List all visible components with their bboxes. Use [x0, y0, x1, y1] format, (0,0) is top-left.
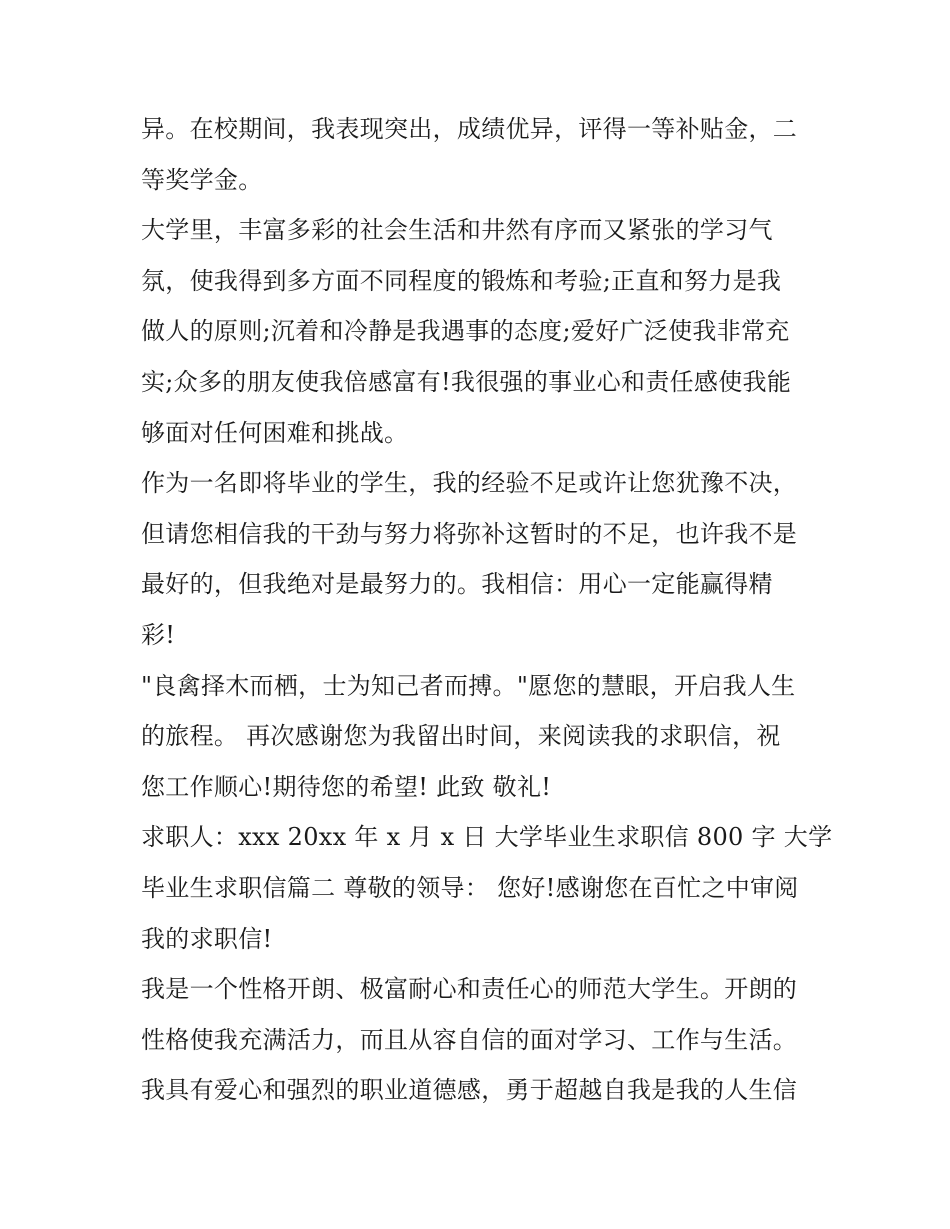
text-line: 作为一名即将毕业的学生，我的经验不足或许让您犹豫不决，	[141, 469, 798, 498]
text-line: 的旅程。 再次感谢您为我留出时间，来阅读我的求职信，祝	[141, 722, 781, 751]
text-line: 够面对任何困难和挑战。	[141, 418, 409, 447]
text-line: 毕业生求职信篇二 尊敬的领导： 您好!感谢您在百忙之中审阅	[141, 873, 799, 902]
text-line: 性格使我充满活力，而且从容自信的面对学习、工作与生活。	[141, 1025, 798, 1054]
text-line: 我具有爱心和强烈的职业道德感，勇于超越自我是我的人生信	[141, 1076, 798, 1105]
text-line: 等奖学金。	[141, 165, 263, 194]
document-body	[141, 104, 833, 1116]
text-line: 我是一个性格开朗、极富耐心和责任心的师范大学生。开朗的	[141, 975, 798, 1004]
text-line: "良禽择木而栖，士为知己者而搏。"愿您的慧眼，开启我人生	[141, 671, 796, 700]
text-line: 做人的原则;沉着和冷静是我遇事的态度;爱好广泛使我非常充	[141, 317, 790, 346]
text-line: 异。在校期间，我表现突出，成绩优异，评得一等补贴金，二	[141, 115, 798, 143]
text-line: 但请您相信我的干劲与努力将弥补这暂时的不足，也许我不是	[141, 519, 798, 548]
text-line: 求职人：xxx 20xx 年 x 月 x 日 大学毕业生求职信 800 字 大学	[141, 823, 833, 852]
text-line: 您工作顺心!期待您的希望! 此致 敬礼!	[141, 772, 552, 801]
text-line: 实;众多的朋友使我倍感富有!我很强的事业心和责任感使我能	[141, 367, 792, 396]
text-line: 氛，使我得到多方面不同程度的锻炼和考验;正直和努力是我	[141, 266, 782, 295]
text-line: 大学里，丰富多彩的社会生活和井然有序而又紧张的学习气	[141, 216, 773, 245]
text-line: 我的求职信!	[141, 924, 273, 953]
text-line: 彩!	[141, 620, 176, 649]
text-line: 最好的，但我绝对是最努力的。我相信：用心一定能赢得精	[141, 570, 773, 599]
